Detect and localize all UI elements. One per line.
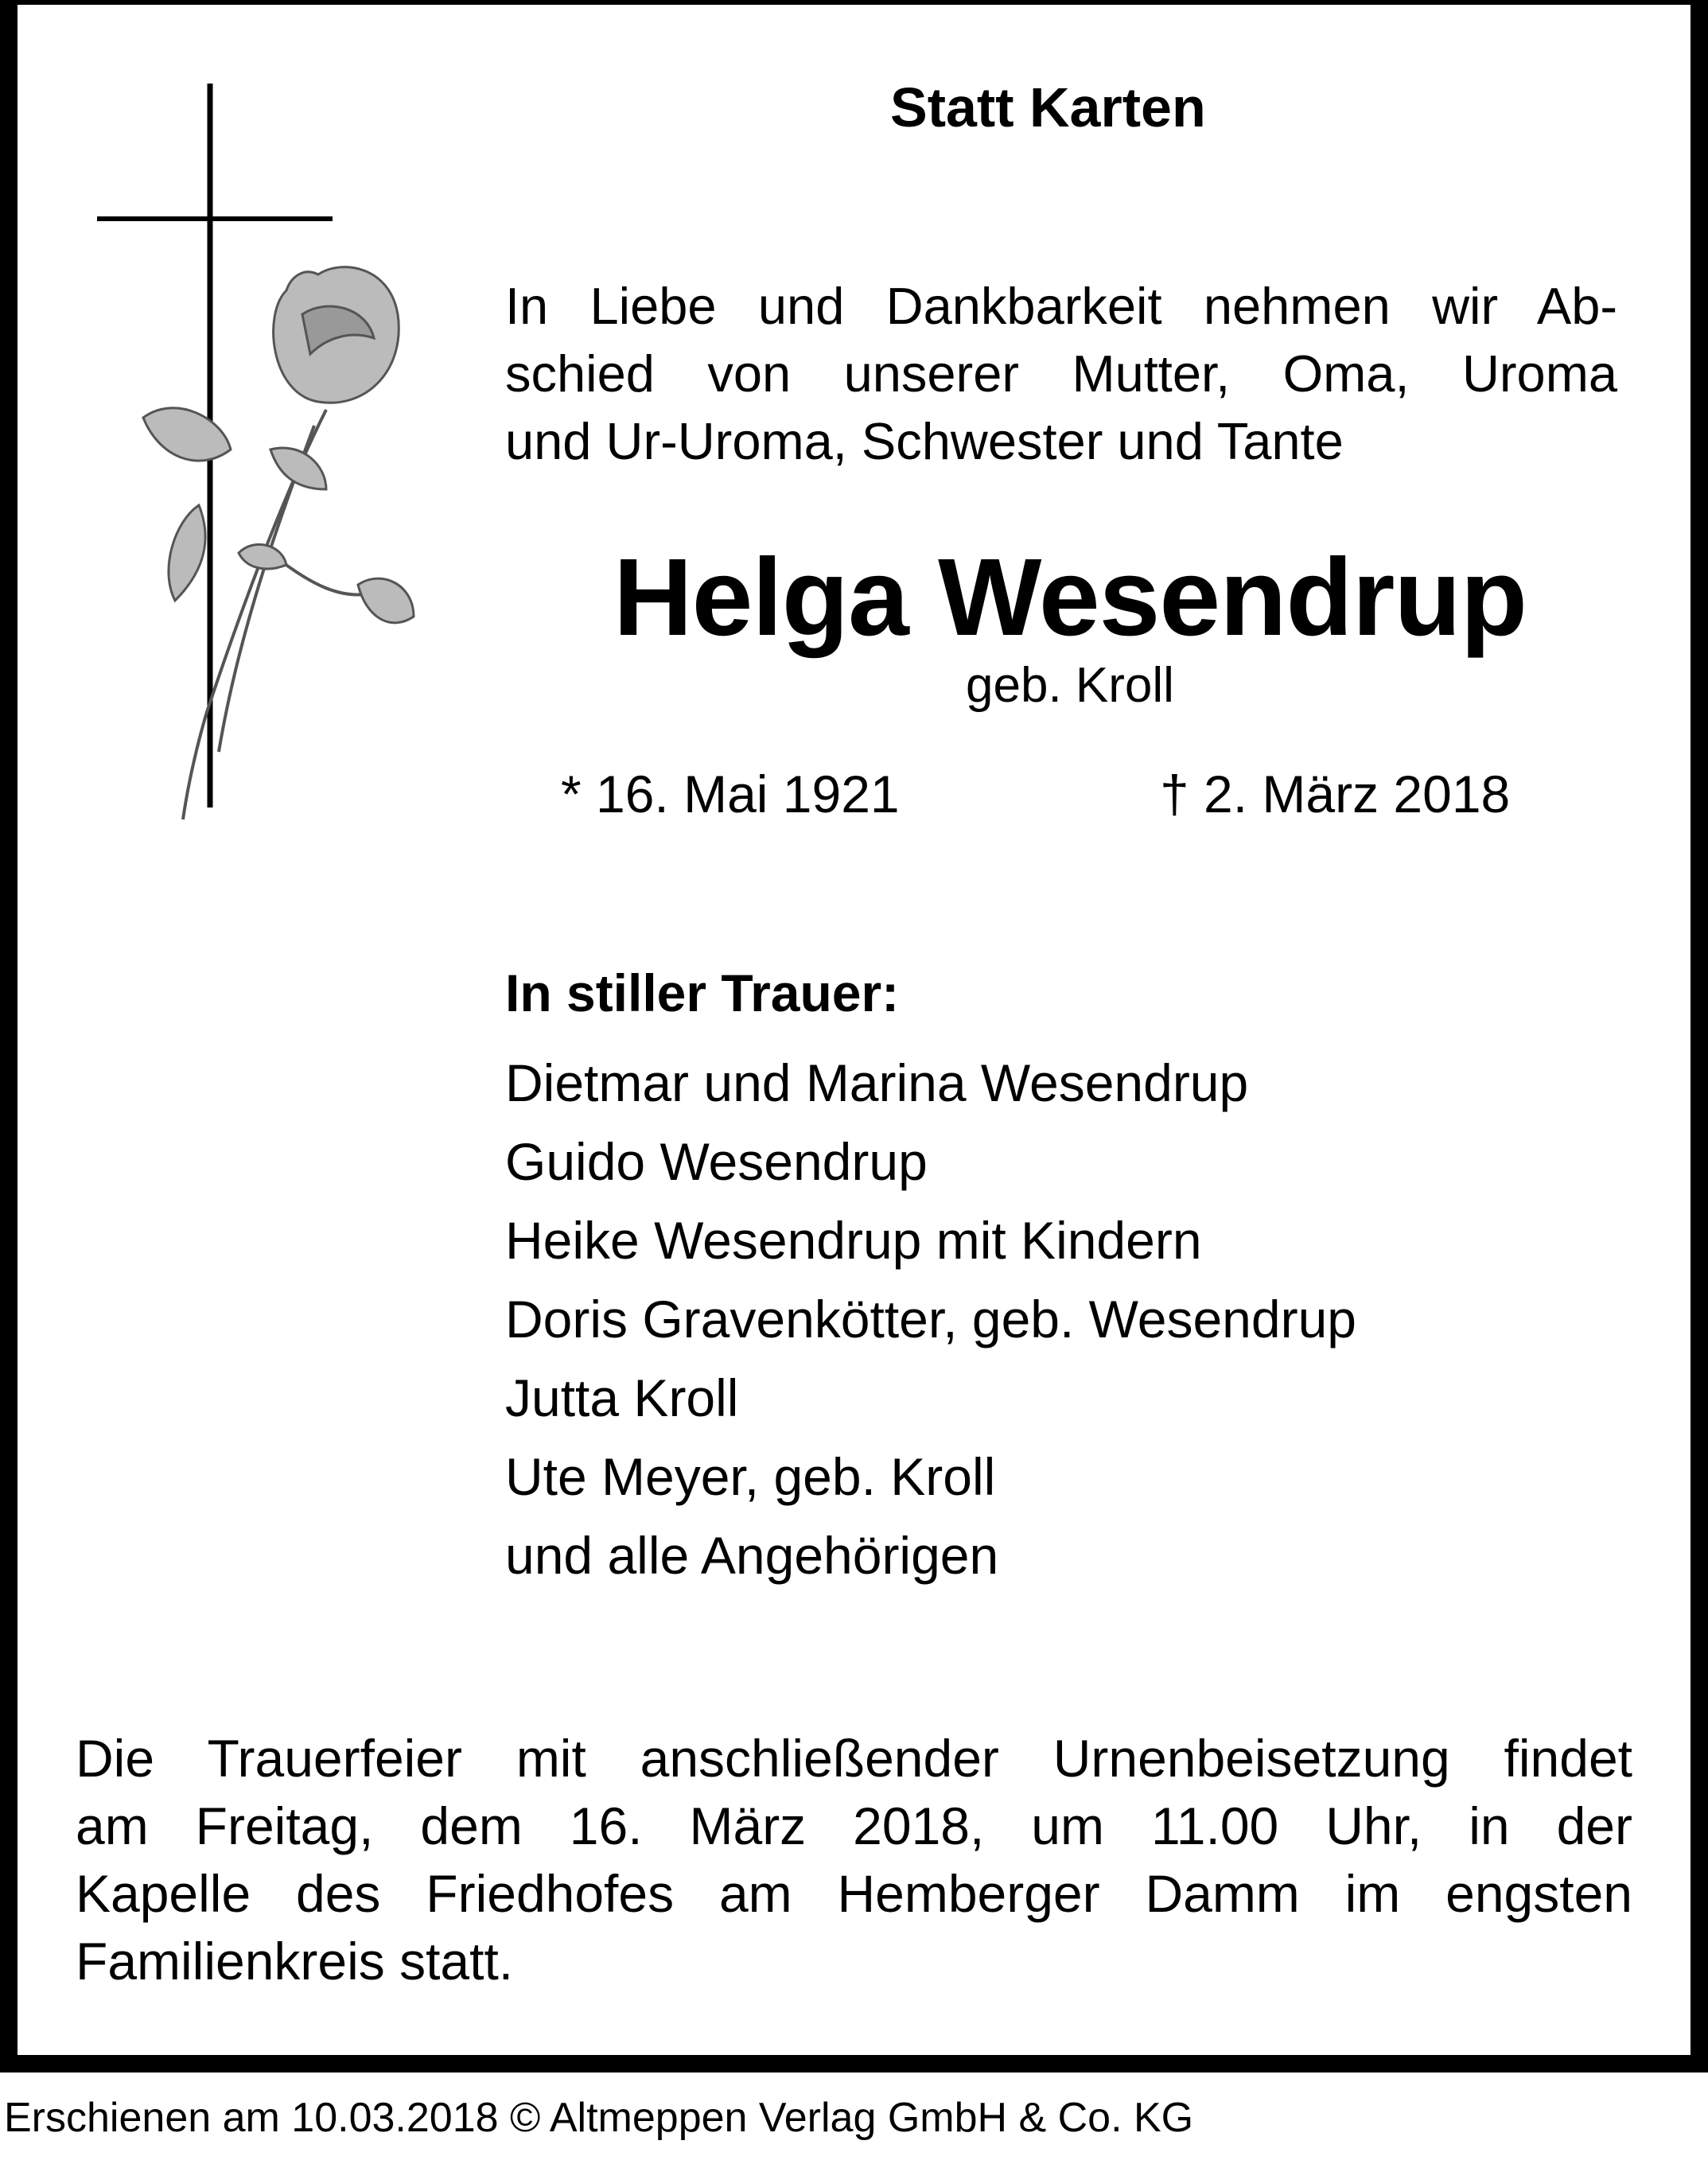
list-item: Guido Wesendrup <box>505 1132 928 1191</box>
cross-with-rose-icon <box>88 76 461 823</box>
intro-line: und Ur-Uroma, Schwester und Tante <box>505 412 1344 470</box>
death-date: † 2. März 2018 <box>1160 765 1511 823</box>
list-item: Ute Meyer, geb. Kroll <box>505 1447 996 1506</box>
funeral-line: am Freitag, dem 16. März 2018, um 11.00 Uhr, in der <box>76 1796 1632 1855</box>
funeral-details <box>76 1725 1632 1995</box>
funeral-line: Kapelle des Friedhofes am Hemberger Damm im engsten <box>76 1864 1632 1923</box>
list-item: und alle Angehörigen <box>505 1526 999 1585</box>
intro-text <box>505 272 1617 475</box>
list-item: Heike Wesendrup mit Kindern <box>505 1211 1202 1270</box>
maiden-name: geb. Kroll <box>966 658 1174 713</box>
birth-date: * 16. Mai 1921 <box>561 765 900 823</box>
mourning-heading: In stiller Trauer: <box>505 963 900 1022</box>
deceased-name: Helga Wesendrup <box>613 536 1527 659</box>
intro-line: schied von unserer Mutter, Oma, Uroma <box>505 344 1617 403</box>
header-statt-karten: Statt Karten <box>890 76 1206 138</box>
list-item: Jutta Kroll <box>505 1368 739 1427</box>
list-item: Doris Gravenkötter, geb. Wesendrup <box>505 1290 1356 1349</box>
funeral-line: Die Trauerfeier mit anschließender Urnenbeisetzung findet <box>76 1729 1632 1788</box>
mourners-list <box>505 1044 1356 1595</box>
intro-line: In Liebe und Dankbarkeit nehmen wir Ab- <box>505 277 1617 335</box>
funeral-line: Familienkreis statt. <box>76 1932 514 1991</box>
publication-footer: Erschienen am 10.03.2018 © Altmeppen Verlag GmbH & Co. KG <box>4 2095 1194 2141</box>
list-item: Dietmar und Marina Wesendrup <box>505 1053 1249 1112</box>
